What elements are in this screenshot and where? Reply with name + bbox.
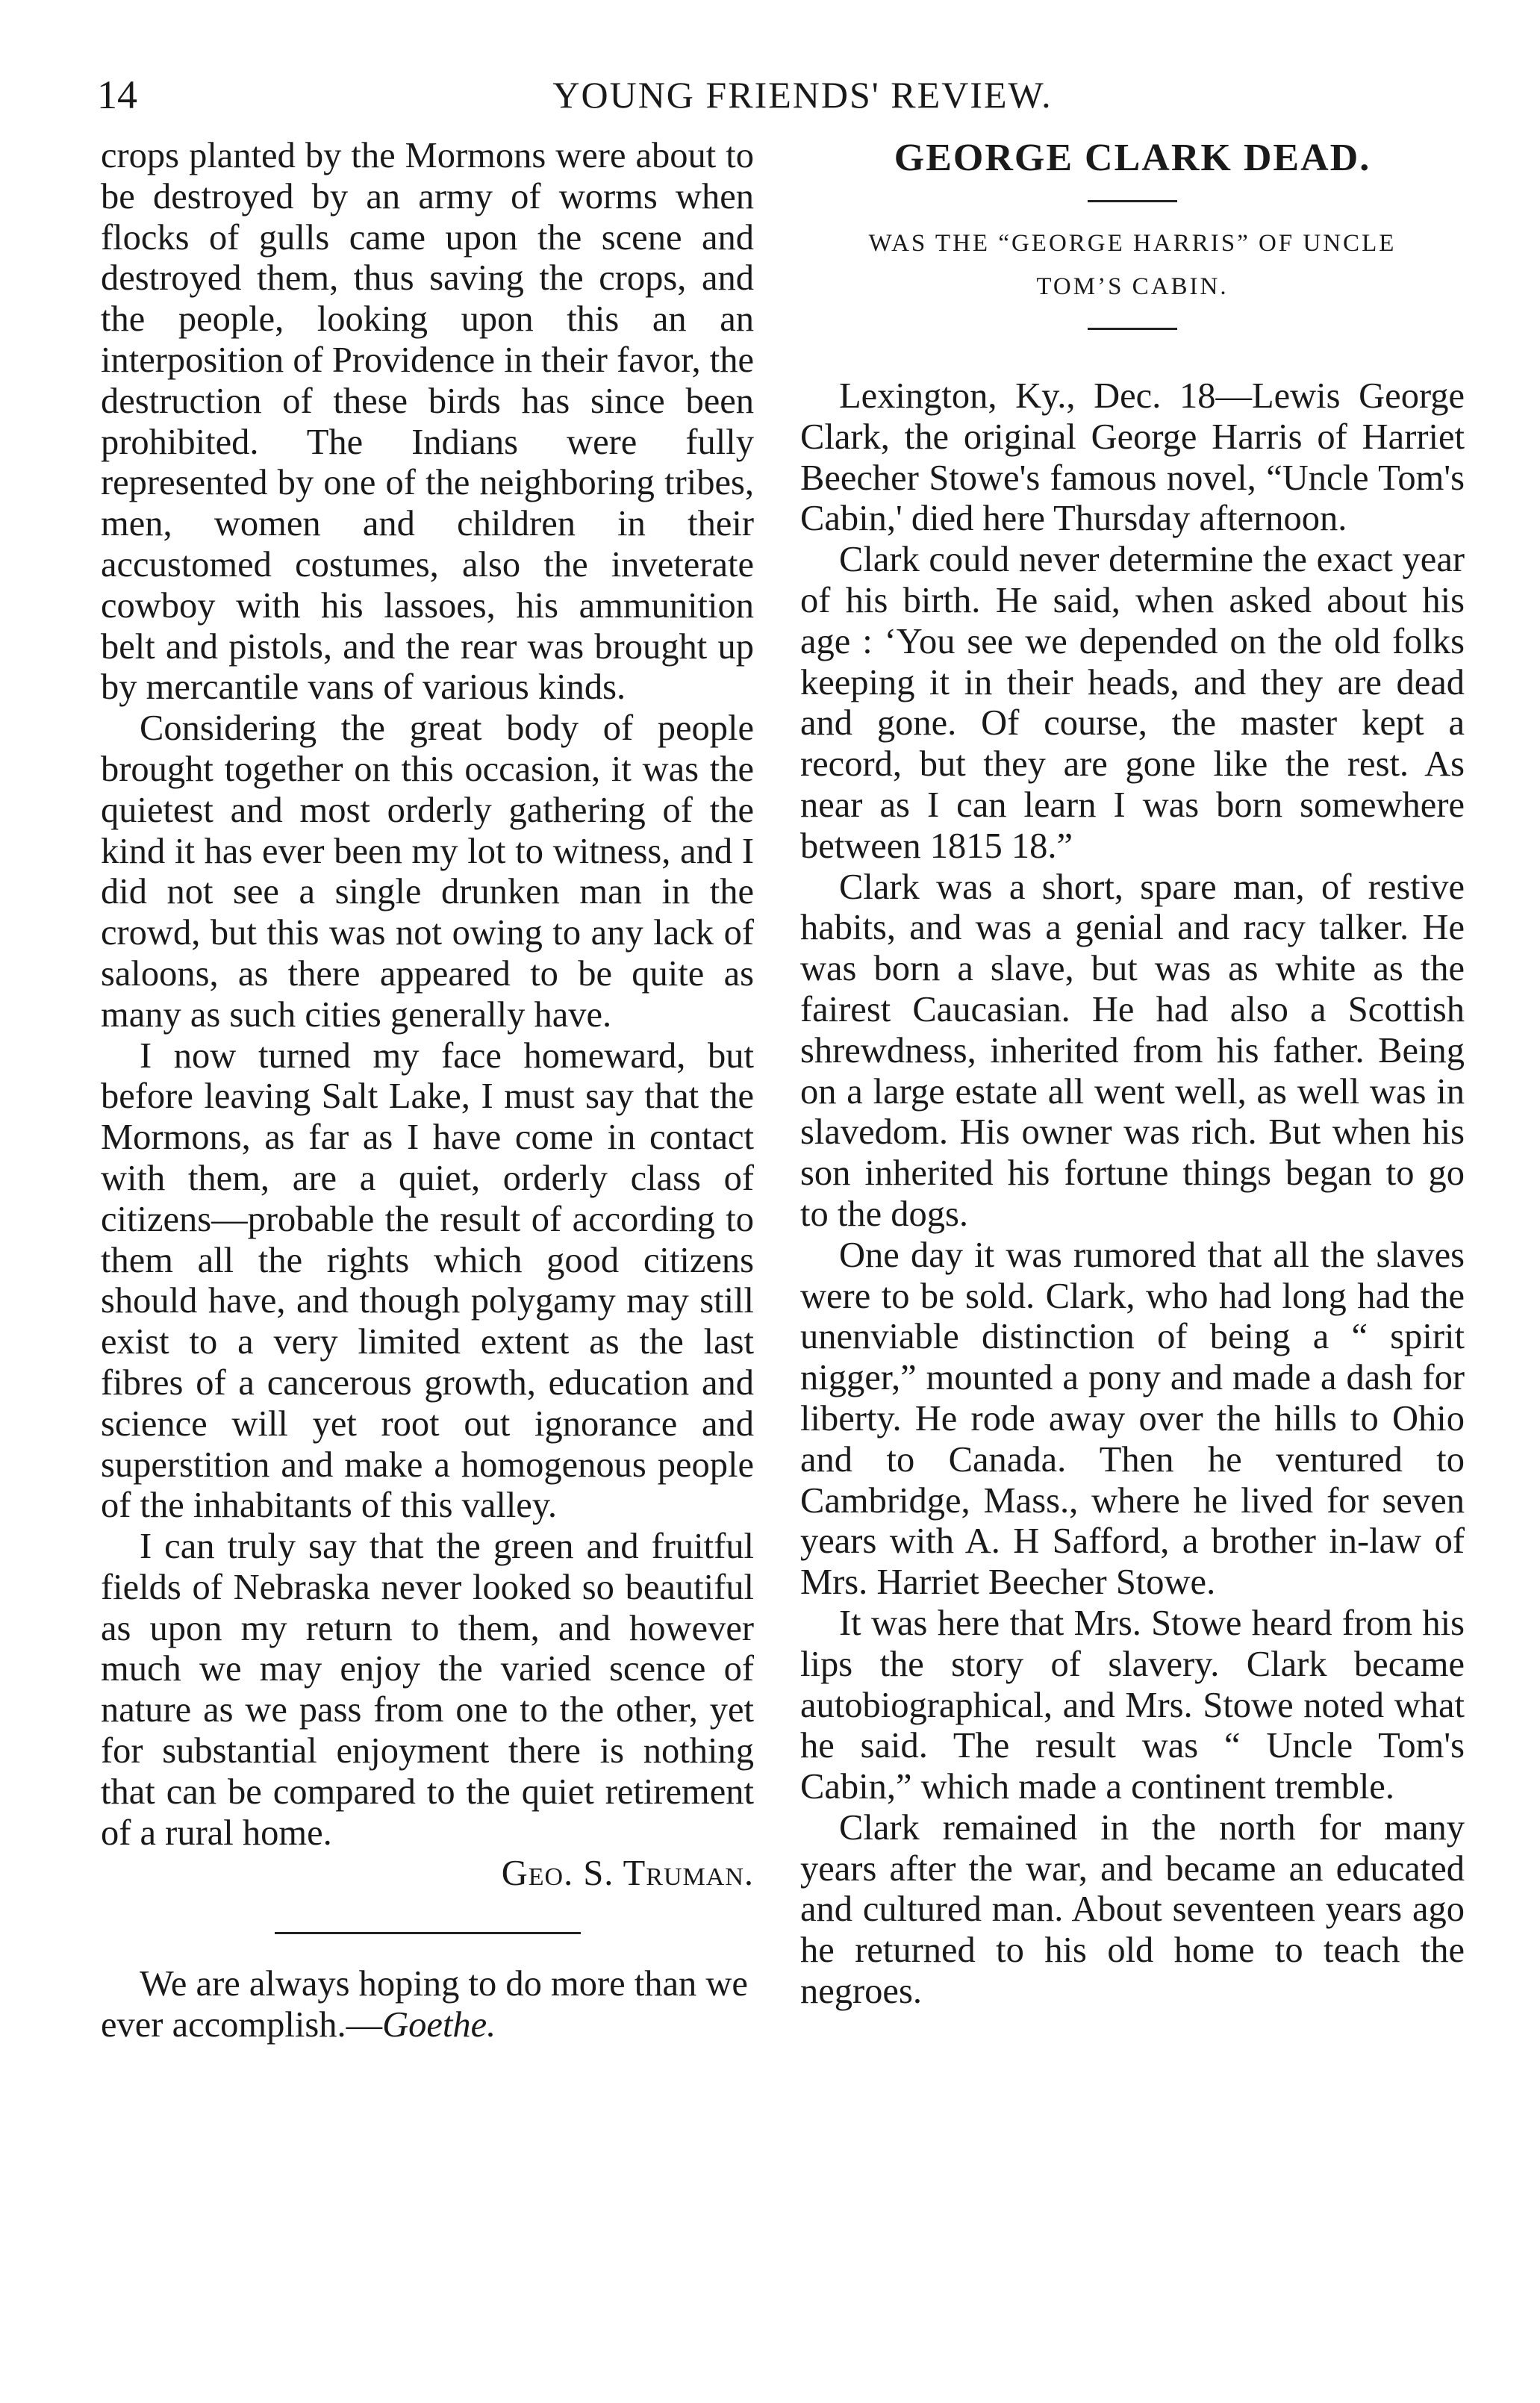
- paragraph: Clark remained in the north for many years after the war, and became an educated and cultured man. About seventeen years ago he returned to his old home to teach the negroes.: [800, 1807, 1465, 2012]
- quote-text: We are always hoping to do more than we ever accomplish.—: [101, 1964, 748, 2045]
- subtitle-divider: [1088, 328, 1177, 330]
- page-number: 14: [97, 72, 137, 117]
- section-divider: [275, 1932, 581, 1934]
- paragraph: It was here that Mrs. Stowe heard from his lips the story of slavery. Clark became autobiographical, and Mrs. Stowe noted what he said. The result was “ Uncle Tom's Cabin,” which made a continent tremble.: [800, 1603, 1465, 1807]
- author-signature: Geo. S. Truman.: [501, 1854, 754, 1894]
- paragraph: Lexington, Ky., Dec. 18—Lewis George Clark, the original George Harris of Harriet Beecher Stowe's famous novel, “Uncle Tom's Cabin,' died here Thursday afternoon.: [800, 376, 1465, 539]
- title-divider: [1088, 200, 1177, 202]
- article-title: GEORGE CLARK DEAD.: [894, 137, 1371, 179]
- journal-title: YOUNG FRIENDS' REVIEW.: [552, 74, 1053, 116]
- paragraph: Clark was a short, spare man, of restive habits, and was a genial and racy talker. He was born a slave, but was as white as the fairest Caucasian. He had also a Scottish shrewdness, inherited from his father. Being on a large estate all went well, as well was in slavedom. His owner was rich. But when his son inherited his fortune things began to go to the dogs.: [800, 867, 1465, 1234]
- paragraph: I now turned my face homeward, but before leaving Salt Lake, I must say that the Mormons, as far as I have come in contact with them, are a quiet, orderly class of citizens—probable the result of according to them all the rights which good citizens should have, and though polygamy may still exist to a very limited extent as the last fibres of a cancerous growth, education and science will yet root out ignorance and superstition and make a homogenous people of the inhabitants of this valley.: [101, 1035, 754, 1526]
- quote-source: Goethe.: [382, 2005, 496, 2045]
- epigraph-quote: [101, 1964, 754, 2046]
- left-column: [101, 136, 754, 2046]
- subtitle-line: TOM’S CABIN.: [1036, 273, 1229, 300]
- running-head: [97, 69, 1463, 121]
- right-column: [800, 136, 1465, 2013]
- paragraph: Clark could never determine the exact year of his birth. He said, when asked about his age : ‘You see we depended on the old folks keeping it in their heads, and they are dead and gone. Of course, the master kept a record, but they are gone like the rest. As near as I can learn I was born somewhere between 1815 18.”: [800, 540, 1465, 866]
- article-subtitle: [800, 222, 1465, 308]
- paragraph: I can truly say that the green and fruitful fields of Nebraska never looked so beautiful as upon my return to them, and however much we may enjoy the varied scence of nature as we pass from one to the other, yet for substantial enjoyment there is nothing that can be compared to the quiet retirement of a rural home.: [101, 1527, 754, 1853]
- paragraph: crops planted by the Mormons were about to be destroyed by an army of worms when flocks of gulls came upon the scene and destroyed them, thus saving the crops, and the people, looking upon this an an interposition of Providence in their favor, the destruction of these birds has since been prohibited. The Indians were fully represented by one of the neighboring tribes, men, women and children in their accustomed costumes, also the inveterate cowboy with his lassoes, his ammunition belt and pistols, and the rear was brought up by mercantile vans of various kinds.: [101, 136, 754, 708]
- paragraph: Considering the great body of people brought together on this occasion, it was the quietest and most orderly gathering of the kind it has ever been my lot to witness, and I did not see a single drunken man in the crowd, but this was not owing to any lack of saloons, as there appeared to be quite as many as such cities generally have.: [101, 708, 754, 1035]
- paragraph: One day it was rumored that all the slaves were to be sold. Clark, who had long had the unenviable distinction of being a “ spirit nigger,” mounted a pony and made a dash for liberty. He rode away over the hills to Ohio and to Canada. Then he ventured to Cambridge, Mass., where he lived for seven years with A. H Safford, a brother in-law of Mrs. Harriet Beecher Stowe.: [800, 1235, 1465, 1603]
- subtitle-line: WAS THE “GEORGE HARRIS” OF UNCLE: [868, 230, 1397, 257]
